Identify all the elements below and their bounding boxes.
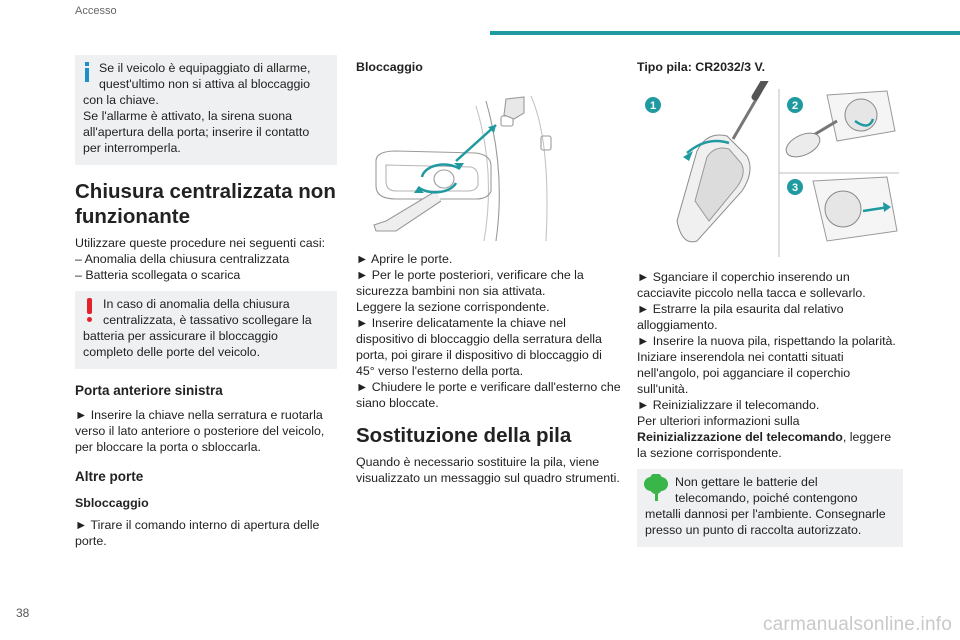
lock-steps: ► Aprire le porte. ► Per le porte posteriori, verificare che la sicurezza bambini non sia attivata. Leggere la sezione corrispondente. ► Inserire delicatamente la chiave nel dispositivo di bloccaggio della serratura della porta, poi girare il dispositivo di bloccaggio di 45° verso l'esterno della porta. ► Chiudere le porte e verificare dall'esterno che siano bloccate. xyxy=(356,252,621,410)
battery-text: Quando è necessario sostituire la pila, viene visualizzato un messaggio sul quadro strumenti. xyxy=(356,455,620,485)
svg-text:2: 2 xyxy=(791,100,799,112)
unlock-text: ► Tirare il comando interno di apertura delle porte. xyxy=(75,518,320,548)
heading-locking: Bloccaggio xyxy=(356,60,423,74)
heading-other-doors: Altre porte xyxy=(75,469,144,484)
intro-text: Utilizzare queste procedure nei seguenti casi: – Anomalia della chiusura centralizzata – Batteria scollegata o scarica xyxy=(75,235,337,283)
step-2-figure xyxy=(782,91,895,162)
svg-text:1: 1 xyxy=(649,100,657,112)
step-1-figure xyxy=(645,81,767,242)
step-3-figure xyxy=(787,177,897,241)
page-number: 38 xyxy=(16,606,30,620)
section-heading-central-locking: Chiusura centralizzata non funzionante xyxy=(75,180,336,228)
battery-replacement-illustration xyxy=(637,81,899,259)
column-left xyxy=(75,55,337,557)
svg-text:3: 3 xyxy=(791,182,799,194)
heading-unlocking: Sbloccaggio xyxy=(75,496,149,510)
info-note-second: Se l'allarme è attivato, la sirena suona all'apertura della porta; inserire il contatto per interromperla. xyxy=(83,109,310,155)
heading-battery-replacement: Sostituzione della pila xyxy=(356,424,572,447)
eco-leaf-icon xyxy=(643,474,669,502)
battery-steps: ► Sganciare il coperchio inserendo un cacciavite piccolo nella tacca e sollevarlo. ► Estrarre la pila esaurita dal relativo alloggiamento. ► Inserire la nuova pila, rispettando la polarità. Iniziare inserendola nei contatti situati nell'angolo, poi agganciare il coperchio sull'unità. ► Reinizializzare il telecomando. Per ulteriori informazioni sulla Reinizializzazione del telecomando, leggere la sezione corrispondente. xyxy=(637,269,903,461)
front-left-text: ► Inserire la chiave nella serratura e ruotarla verso il lato anteriore o posteriore del veicolo, per bloccare la porta o sbloccarla. xyxy=(75,408,325,454)
case-item: – Anomalia della chiusura centralizzata xyxy=(75,252,290,266)
watermark: carmanualsonline.info xyxy=(762,614,952,635)
info-note-first: Se il veicolo è equipaggiato di allarme, quest'ultimo non si attiva al bloccaggio con la chiave. xyxy=(83,61,311,107)
info-note xyxy=(75,55,337,165)
eco-note: Non gettare le batterie del telecomando, poiché contengono metalli dannosi per l'ambiente. Consegnarle presso un punto di raccolta autorizzato. xyxy=(637,469,903,547)
battery-type: Tipo pila: CR2032/3 V. xyxy=(637,60,766,74)
info-icon xyxy=(85,62,89,82)
heading-front-left-door: Porta anteriore sinistra xyxy=(75,383,223,398)
warning-note: In caso di anomalia della chiusura centralizzata, è tassativo scollegare la batteria per assicurare il bloccaggio completo delle porte del veicolo. xyxy=(75,291,337,369)
section-title: Accesso xyxy=(75,5,117,17)
warning-icon xyxy=(85,298,95,322)
door-lock-illustration xyxy=(356,81,616,241)
case-item: – Batteria scollegata o scarica xyxy=(75,268,241,282)
column-right xyxy=(637,55,903,561)
header-accent-bar xyxy=(490,31,960,35)
column-middle xyxy=(356,55,624,494)
more-info: Per ulteriori informazioni sulla Reinizializzazione del telecomando, leggere la sezione corrispondente. xyxy=(637,414,892,460)
